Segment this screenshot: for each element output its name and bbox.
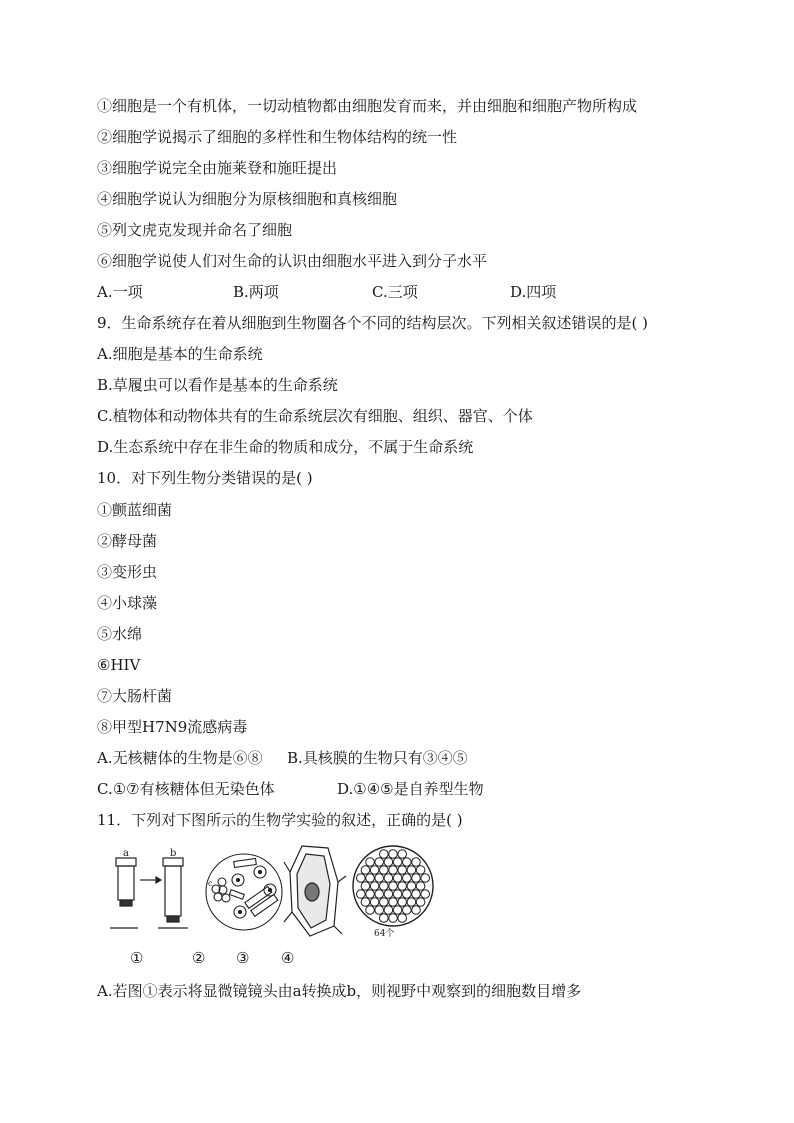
q8-option-c: C.三项 [372,283,418,301]
dense-cell [416,866,425,875]
dense-cell [407,866,416,875]
q11-stem: 11．下列对下图所示的生物学实验的叙述，正确的是( ) [97,811,463,829]
q8-statement-5: ⑤列文虎克发现并命名了细胞 [97,221,293,239]
dense-cell [412,890,421,899]
dense-cell [384,858,393,867]
panel-4-plant-cell [284,846,346,936]
q10-option-c: C.①⑦有核糖体但无染色体 [97,780,275,798]
dense-cell [366,874,375,883]
q10-item-6: ⑥HIV [97,656,141,674]
dense-cell [380,882,389,891]
dense-cell [370,882,379,891]
dense-cell [375,890,384,899]
q10-item-4: ④小球藻 [97,594,158,612]
q10-item-5: ⑤水绵 [97,625,143,643]
dense-cell [380,898,389,907]
dense-cell [375,874,384,883]
dense-cell [361,898,370,907]
dense-cell [361,866,370,875]
dense-cell [398,898,407,907]
cell-c-label: c [208,879,213,888]
dense-cell [407,898,416,907]
q8-option-d: D.四项 [510,283,557,301]
dense-cell [416,898,425,907]
dense-cell [366,890,375,899]
q8-option-a: A.一项 [97,283,143,301]
q8-statement-6: ⑥细胞学说使人们对生命的认识由细胞水平进入到分子水平 [97,252,488,270]
q10-item-7: ⑦大肠杆菌 [97,687,173,705]
dense-cell [366,906,375,915]
q11-figure [110,842,440,972]
q10-item-3: ③变形虫 [97,563,158,581]
panel-5-dense-field [353,846,433,926]
dense-cell [380,866,389,875]
q9-option-b: B.草履虫可以看作是基本的生命系统 [97,376,338,394]
q9-option-a: A.细胞是基本的生命系统 [97,345,263,363]
dense-cell [393,858,402,867]
dense-cell [393,906,402,915]
q9-option-c: C.植物体和动物体共有的生命系统层次有细胞、组织、器官、个体 [97,407,533,425]
dense-cell [403,874,412,883]
q10-item-1: ①颤蓝细菌 [97,501,173,519]
q8-option-b: B.两项 [233,283,279,301]
dense-cell [375,906,384,915]
figure-label-2: ② [192,949,206,967]
dense-cell [393,890,402,899]
dense-cell [393,874,402,883]
dense-cell [398,866,407,875]
lens-b-label: b [170,848,177,859]
q9-option-d: D.生态系统中存在非生命的物质和成分，不属于生命系统 [97,438,474,456]
dense-cell [398,914,407,923]
dense-cell [370,866,379,875]
dense-cell [384,890,393,899]
lens-a-label: a [123,848,129,859]
dense-cell [421,890,430,899]
cell-count-label: 64个 [374,929,395,939]
q8-statement-1: ①细胞是一个有机体，一切动植物都由细胞发育而来，并由细胞和细胞产物所构成 [97,97,638,115]
q11-option-a: A.若图①表示将显微镜镜头由a转换成b，则视野中观察到的细胞数目增多 [97,982,582,1000]
figure-label-4: ④ [281,949,295,967]
q10-item-2: ②酵母菌 [97,532,158,550]
dense-cell [407,882,416,891]
q10-stem: 10．对下列生物分类错误的是( ) [97,469,313,487]
q10-option-a: A.无核糖体的生物是⑥⑧ [97,749,263,767]
dense-cell [398,882,407,891]
q8-statement-2: ②细胞学说揭示了细胞的多样性和生物体结构的统一性 [97,128,458,146]
dense-cell [416,882,425,891]
dense-cell [389,850,398,859]
dense-cell [380,914,389,923]
dense-cell [421,874,430,883]
dense-cell [361,882,370,891]
dense-cell [389,882,398,891]
dense-cell [370,898,379,907]
dense-cell [389,914,398,923]
dense-cell [375,858,384,867]
q10-item-8: ⑧甲型H7N9流感病毒 [97,718,248,736]
q9-stem: 9．生命系统存在着从细胞到生物圈各个不同的结构层次。下列相关叙述错误的是( ) [97,314,649,332]
dense-cell [412,874,421,883]
figure-label-1: ① [130,949,144,967]
panel-2-field [206,854,282,930]
dense-cell [403,906,412,915]
q10-option-d: D.①④⑤是自养型生物 [337,780,484,798]
dense-cell [389,898,398,907]
q8-statement-3: ③细胞学说完全由施莱登和施旺提出 [97,159,338,177]
dense-cell [398,850,407,859]
dense-cell [384,874,393,883]
dense-cell [384,906,393,915]
q8-statement-4: ④细胞学说认为细胞分为原核细胞和真核细胞 [97,190,398,208]
figure-label-3: ③ [236,949,250,967]
dense-cell [366,858,375,867]
dense-cell [357,874,366,883]
dense-cell [357,890,366,899]
dense-cell [403,890,412,899]
dense-cell [412,858,421,867]
dense-cell [380,850,389,859]
dense-cell [403,858,412,867]
dense-cell [389,866,398,875]
panel-1-lenses [110,848,188,928]
dense-cell [412,906,421,915]
q10-option-b: B.具核膜的生物只有③④⑤ [287,749,468,767]
